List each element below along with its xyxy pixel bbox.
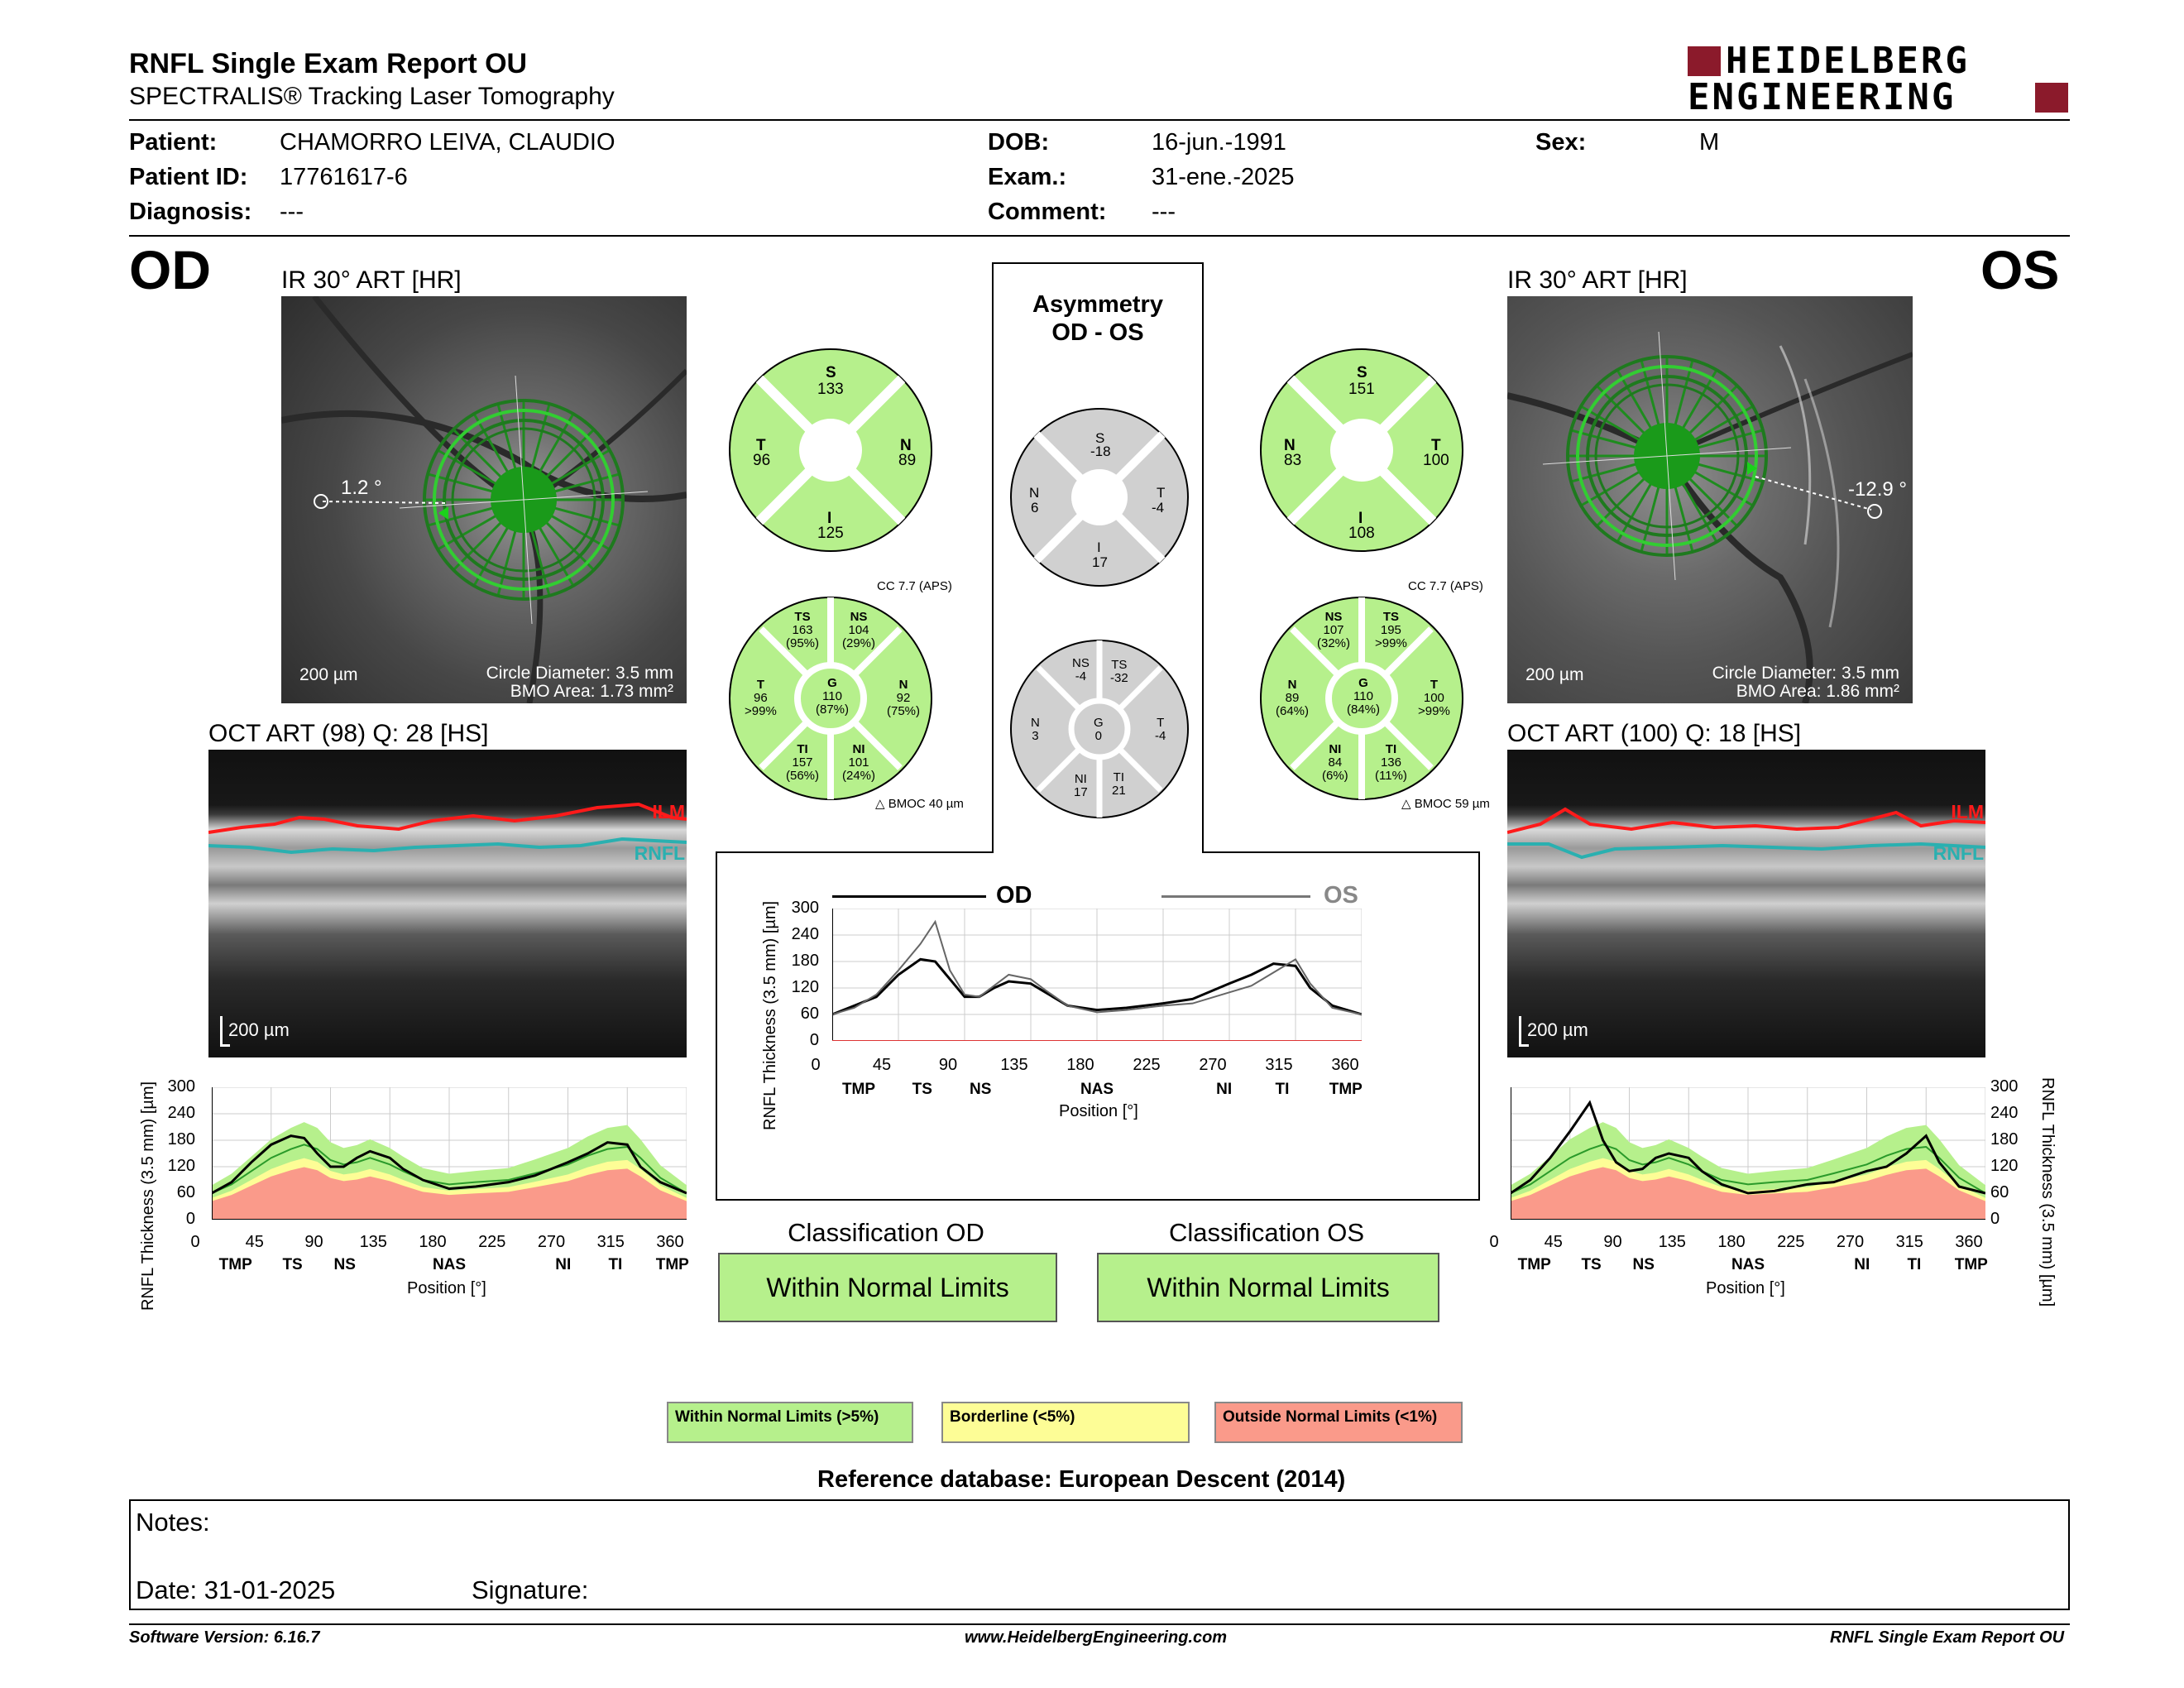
- tick-label: 180: [167, 1130, 195, 1149]
- patient-id: 17761617-6: [280, 164, 408, 190]
- tick-label: 135: [1000, 1056, 1028, 1074]
- tick-label: 90: [1603, 1233, 1622, 1251]
- notes-label: Notes:: [136, 1508, 210, 1537]
- os-n-value: 83: [1284, 452, 1302, 469]
- notes-signature: Signature:: [472, 1575, 589, 1604]
- od-ilm-label: ILM: [652, 801, 685, 822]
- reference-database: Reference database: European Descent (2014): [817, 1466, 1346, 1493]
- sector-label: TMP: [655, 1256, 689, 1273]
- os-circle-diameter: Circle Diameter: 3.5 mm: [1712, 664, 1899, 683]
- report-subtitle: SPECTRALIS® Tracking Laser Tomography: [129, 83, 615, 110]
- sex-value: M: [1699, 129, 1720, 156]
- od-t-value: 96: [753, 452, 771, 469]
- legend-os: OS: [1324, 882, 1358, 909]
- classification-od: Within Normal Limits: [718, 1253, 1057, 1322]
- tick-label: 0: [1990, 1210, 2000, 1228]
- od-bmo-area: BMO Area: 1.73 mm²: [510, 682, 673, 701]
- footer-version: Software Version: 6.16.7: [129, 1628, 320, 1647]
- sector-label: NS: [333, 1256, 356, 1273]
- os-ir-title: IR 30° ART [HR]: [1507, 266, 1688, 294]
- sex-label: Sex:: [1535, 129, 1587, 156]
- sector-label: NAS: [432, 1256, 467, 1273]
- footer-report: RNFL Single Exam Report OU: [1830, 1628, 2065, 1647]
- tick-label: 315: [1265, 1056, 1293, 1074]
- tick-label: 300: [1990, 1077, 2019, 1096]
- tick-label: 180: [1717, 1233, 1746, 1251]
- tick-label: 180: [791, 952, 819, 970]
- notes-box[interactable]: [129, 1499, 2070, 1610]
- sector-label: NI: [555, 1256, 572, 1273]
- asym-sector-circle: S -18 N 6 T -4 I 17: [1009, 407, 1190, 587]
- od-cc: CC 7.7 (APS): [877, 579, 952, 593]
- asym-garway-circle: NS -4 TS -32 N 3 G 0 T -4 NI 17 TI 21: [1009, 639, 1190, 819]
- patient-name: CHAMORRO LEIVA, CLAUDIO: [280, 129, 615, 156]
- sector-label: NS: [969, 1081, 992, 1098]
- sector-label: NAS: [1731, 1256, 1765, 1273]
- sector-label: TMP: [1517, 1256, 1551, 1273]
- tick-label: 360: [1955, 1233, 1983, 1251]
- asymmetry-title: Asymmetry: [1032, 291, 1163, 318]
- asym-i-value: 17: [1092, 554, 1108, 570]
- od-ir-title: IR 30° ART [HR]: [281, 266, 462, 294]
- tick-label: 120: [791, 978, 819, 996]
- patient-name-label: Patient:: [129, 129, 218, 156]
- sector-label: TMP: [1954, 1256, 1988, 1273]
- os-xlabel: Position [°]: [1706, 1279, 1785, 1297]
- os-s-value: 151: [1348, 381, 1375, 398]
- tick-label: 0: [811, 1056, 821, 1074]
- od-eye-label: OD: [129, 239, 211, 300]
- os-ilm-label: ILM: [1951, 801, 1984, 822]
- os-ylabel: RNFL Thickness (3.5 mm) [µm]: [2038, 1077, 2057, 1307]
- tick-label: 180: [419, 1233, 447, 1251]
- classification-os-title: Classification OS: [1168, 1218, 1365, 1247]
- os-fundus-scale: 200 µm: [1525, 665, 1584, 684]
- os-oct-image: [1507, 750, 1985, 1057]
- sector-label: NI: [1854, 1256, 1870, 1273]
- tick-label: 135: [1658, 1233, 1686, 1251]
- asym-t-value: -4: [1152, 500, 1165, 516]
- tick-label: 60: [176, 1183, 195, 1201]
- tick-label: 300: [791, 899, 819, 917]
- logo-line1: HEIDELBERG: [1726, 40, 1970, 82]
- tick-label: 60: [1990, 1183, 2009, 1201]
- sector-label: TS: [1581, 1256, 1602, 1273]
- tick-label: 225: [1777, 1233, 1805, 1251]
- sector-label: TMP: [1329, 1081, 1363, 1098]
- tick-label: 120: [167, 1157, 195, 1175]
- heidelberg-logo: [1688, 40, 2068, 118]
- sector-label: TI: [608, 1256, 623, 1273]
- legend-wnl: Within Normal Limits (>5%): [667, 1402, 913, 1443]
- report-title: RNFL Single Exam Report OU: [129, 48, 528, 79]
- dob-label: DOB:: [988, 129, 1050, 156]
- exam-value: 31-ene.-2025: [1152, 164, 1295, 190]
- tick-label: 225: [1133, 1056, 1161, 1074]
- od-oct-image: [208, 750, 687, 1057]
- logo-line2: ENGINEERING: [1688, 76, 1956, 118]
- tick-label: 0: [1489, 1233, 1499, 1251]
- od-s-value: 133: [817, 381, 844, 398]
- classification-od-title: Classification OD: [788, 1218, 984, 1247]
- os-t-value: 100: [1423, 452, 1449, 469]
- tick-label: 45: [1544, 1233, 1563, 1251]
- od-xlabel: Position [°]: [407, 1279, 486, 1297]
- tick-label: 360: [1331, 1056, 1359, 1074]
- tick-label: 0: [809, 1031, 819, 1049]
- tick-label: 180: [1066, 1056, 1094, 1074]
- center-xlabel: Position [°]: [1059, 1102, 1138, 1120]
- od-n-value: 89: [898, 452, 917, 469]
- center-ylabel: RNFL Thickness (3.5 mm) [µm]: [761, 900, 779, 1130]
- tick-label: 270: [537, 1233, 566, 1251]
- asym-s-value: -18: [1090, 444, 1111, 459]
- tick-label: 315: [1895, 1233, 1923, 1251]
- footer-url[interactable]: www.HeidelbergEngineering.com: [965, 1628, 1228, 1647]
- os-i-value: 108: [1348, 525, 1375, 542]
- tick-label: 120: [1990, 1157, 2019, 1175]
- tick-label: 360: [656, 1233, 684, 1251]
- os-rnfl-label: RNFL: [1933, 842, 1984, 864]
- od-angle: 1.2 °: [341, 477, 382, 499]
- od-bmoc: BMOC 40 µm: [888, 797, 964, 811]
- tick-label: 60: [800, 1005, 819, 1023]
- tick-label: 225: [478, 1233, 506, 1251]
- tick-label: 240: [1990, 1104, 2019, 1122]
- tick-label: 270: [1836, 1233, 1865, 1251]
- os-oct-title: OCT ART (100) Q: 18 [HS]: [1507, 720, 1802, 747]
- legend-borderline: Borderline (<5%): [941, 1402, 1190, 1443]
- tick-label: 240: [791, 925, 819, 943]
- exam-label: Exam.:: [988, 164, 1067, 190]
- center-chart: [832, 909, 1362, 1041]
- sector-label: TS: [282, 1256, 303, 1273]
- sector-label: NS: [1632, 1256, 1655, 1273]
- os-eye-label: OS: [1980, 239, 2060, 300]
- patient-id-label: Patient ID:: [129, 164, 248, 190]
- tick-label: 300: [167, 1077, 195, 1096]
- dob-value: 16-jun.-1991: [1152, 129, 1286, 156]
- asym-n-value: 6: [1031, 500, 1039, 516]
- os-bmo-area: BMO Area: 1.86 mm²: [1736, 682, 1899, 701]
- tick-label: 90: [938, 1056, 958, 1074]
- tick-label: 180: [1990, 1130, 2019, 1149]
- sector-label: NAS: [1080, 1081, 1114, 1098]
- od-oct-title: OCT ART (98) Q: 28 [HS]: [208, 720, 489, 747]
- od-rnfl-label: RNFL: [634, 842, 685, 864]
- od-circle-diameter: Circle Diameter: 3.5 mm: [486, 664, 673, 683]
- tick-label: 45: [245, 1233, 264, 1251]
- os-fundus-image: [1507, 296, 1913, 703]
- tick-label: 135: [359, 1233, 387, 1251]
- notes-date: Date: 31-01-2025: [136, 1575, 336, 1604]
- od-oct-scale: 200 µm: [228, 1019, 290, 1040]
- comment-value: ---: [1152, 199, 1176, 225]
- sector-label: TMP: [841, 1081, 876, 1098]
- tick-label: 0: [190, 1233, 200, 1251]
- tick-label: 0: [185, 1210, 195, 1228]
- os-oct-scale: 200 µm: [1527, 1019, 1588, 1040]
- os-garway-circle: NS 107 (32%) TS 195 >99% N 89 (64%) G 110 (84%) T 100 >99% NI 84 (6%) TI 136 (11%): [1259, 596, 1464, 801]
- diagnosis-value: ---: [280, 199, 304, 225]
- od-garway-circle: TS 163 (95%) NS 104 (29%) T 96 >99% G 110 (87%) N 92 (75%) TI 157 (56%) NI 101 (24%): [728, 596, 933, 801]
- comment-label: Comment:: [988, 199, 1107, 225]
- os-bmoc: BMOC 59 µm: [1414, 797, 1490, 811]
- od-fundus-scale: 200 µm: [299, 665, 358, 684]
- od-i-value: 125: [817, 525, 844, 542]
- od-fundus-image: [281, 296, 687, 703]
- classification-os: Within Normal Limits: [1097, 1253, 1439, 1322]
- legend-od: OD: [996, 882, 1032, 909]
- sector-label: TI: [1275, 1081, 1290, 1098]
- od-scan-pattern: [281, 296, 687, 703]
- tick-label: 270: [1199, 1056, 1227, 1074]
- sector-label: NI: [1216, 1081, 1233, 1098]
- legend-onl: Outside Normal Limits (<1%): [1214, 1402, 1463, 1443]
- sector-label: TS: [912, 1081, 932, 1098]
- tick-label: 45: [872, 1056, 892, 1074]
- os-sector-circle: S 151 N 83 T 100 I 108: [1259, 348, 1464, 553]
- od-ylabel: RNFL Thickness (3.5 mm) [µm]: [139, 1081, 157, 1311]
- sector-label: TI: [1907, 1256, 1922, 1273]
- tick-label: 90: [304, 1233, 323, 1251]
- os-cc: CC 7.7 (APS): [1408, 579, 1483, 593]
- tick-label: 315: [596, 1233, 625, 1251]
- asymmetry-subtitle: OD - OS: [1051, 319, 1144, 346]
- od-profile-chart: [212, 1087, 687, 1220]
- os-angle: -12.9 °: [1848, 478, 1907, 501]
- sector-label: TMP: [218, 1256, 252, 1273]
- os-profile-chart: [1511, 1087, 1985, 1220]
- diagnosis-label: Diagnosis:: [129, 199, 252, 225]
- od-sector-circle: S 133 T 96 N 89 I 125: [728, 348, 933, 553]
- tick-label: 240: [167, 1104, 195, 1122]
